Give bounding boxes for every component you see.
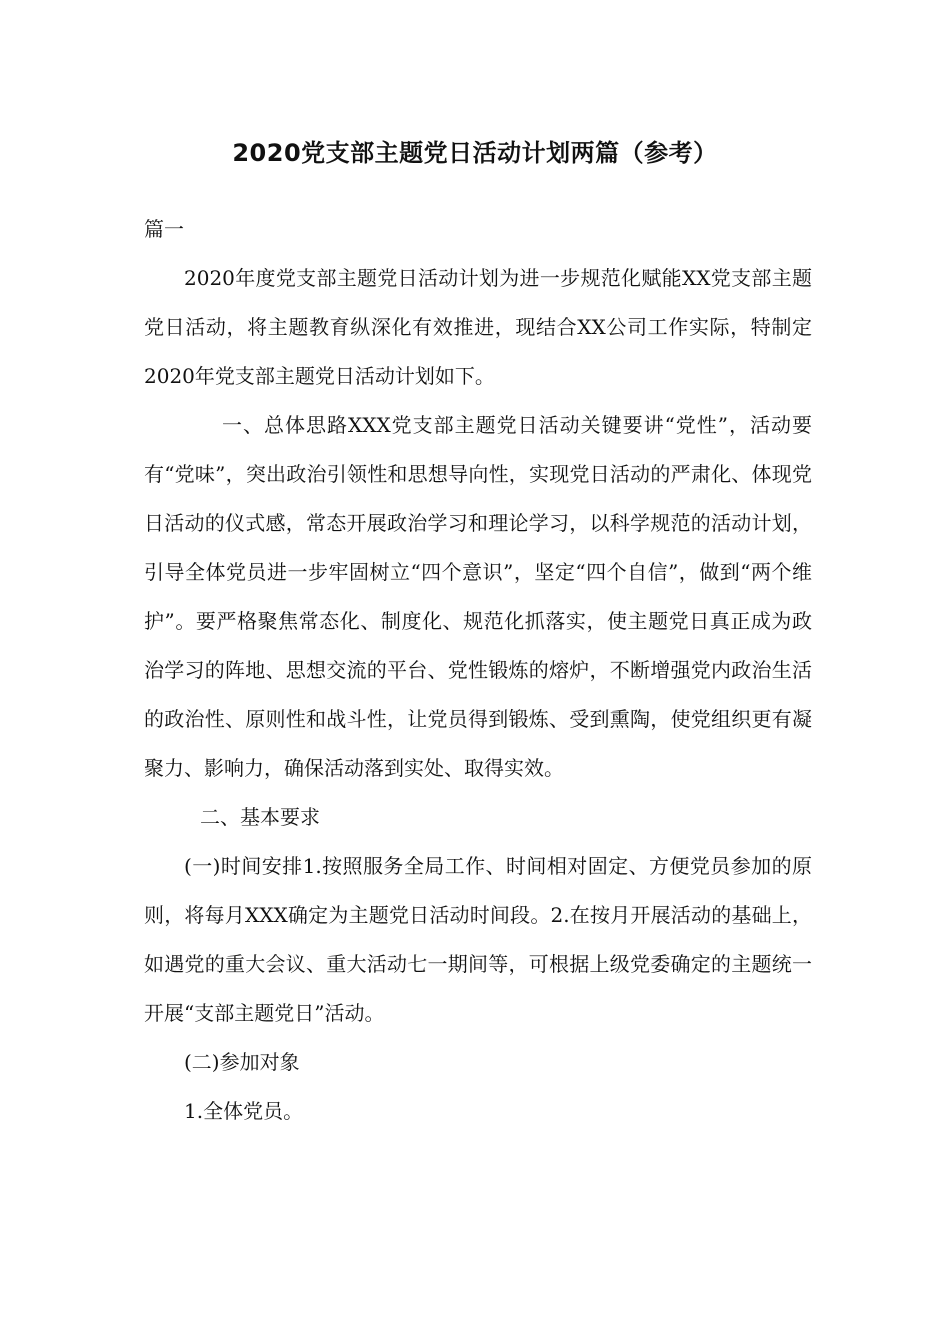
document-body xyxy=(144,205,812,1136)
list-item-all-members: 1.全体党员。 xyxy=(184,1099,304,1123)
section-label: 篇一 xyxy=(144,217,184,241)
document-title: 2020党支部主题党日活动计划两篇（参考） xyxy=(232,139,718,167)
heading-participants: (二)参加对象 xyxy=(184,1050,300,1074)
paragraph-time-arrangement: (一)时间安排1.按照服务全局工作、时间相对固定、方便党员参加的原则，将每月XXX确定为主题党日活动时间段。2.在按月开展活动的基础上，如遇党的重大会议、重大活动七一期间等，可根据上级党委确定的主题统一开展“支部主题党日”活动。 xyxy=(144,854,812,1025)
heading-basic-requirements: 二、基本要求 xyxy=(200,805,320,829)
paragraph-intro: 2020年度党支部主题党日活动计划为进一步规范化赋能XX党支部主题党日活动，将主题教育纵深化有效推进，现结合XX公司工作实际，特制定2020年党支部主题党日活动计划如下。 xyxy=(144,266,812,388)
paragraph-overall-approach: 一、总体思路XXX党支部主题党日活动关键要讲“党性”，活动要有“党味”，突出政治引领性和思想导向性，实现党日活动的严肃化、体现党日活动的仪式感，常态开展政治学习和理论学习，以科学规范的活动计划，引导全体党员进一步牢固树立“四个意识”，坚定“四个自信”，做到“两个维护”。要严格聚焦常态化、制度化、规范化抓落实，使主题党日真正成为政治学习的阵地、思想交流的平台、党性锻炼的熔炉，不断增强党内政治生活的政治性、原则性和战斗性，让党员得到锻炼、受到熏陶，使党组织更有凝聚力、影响力，确保活动落到实处、取得实效。 xyxy=(144,413,812,780)
